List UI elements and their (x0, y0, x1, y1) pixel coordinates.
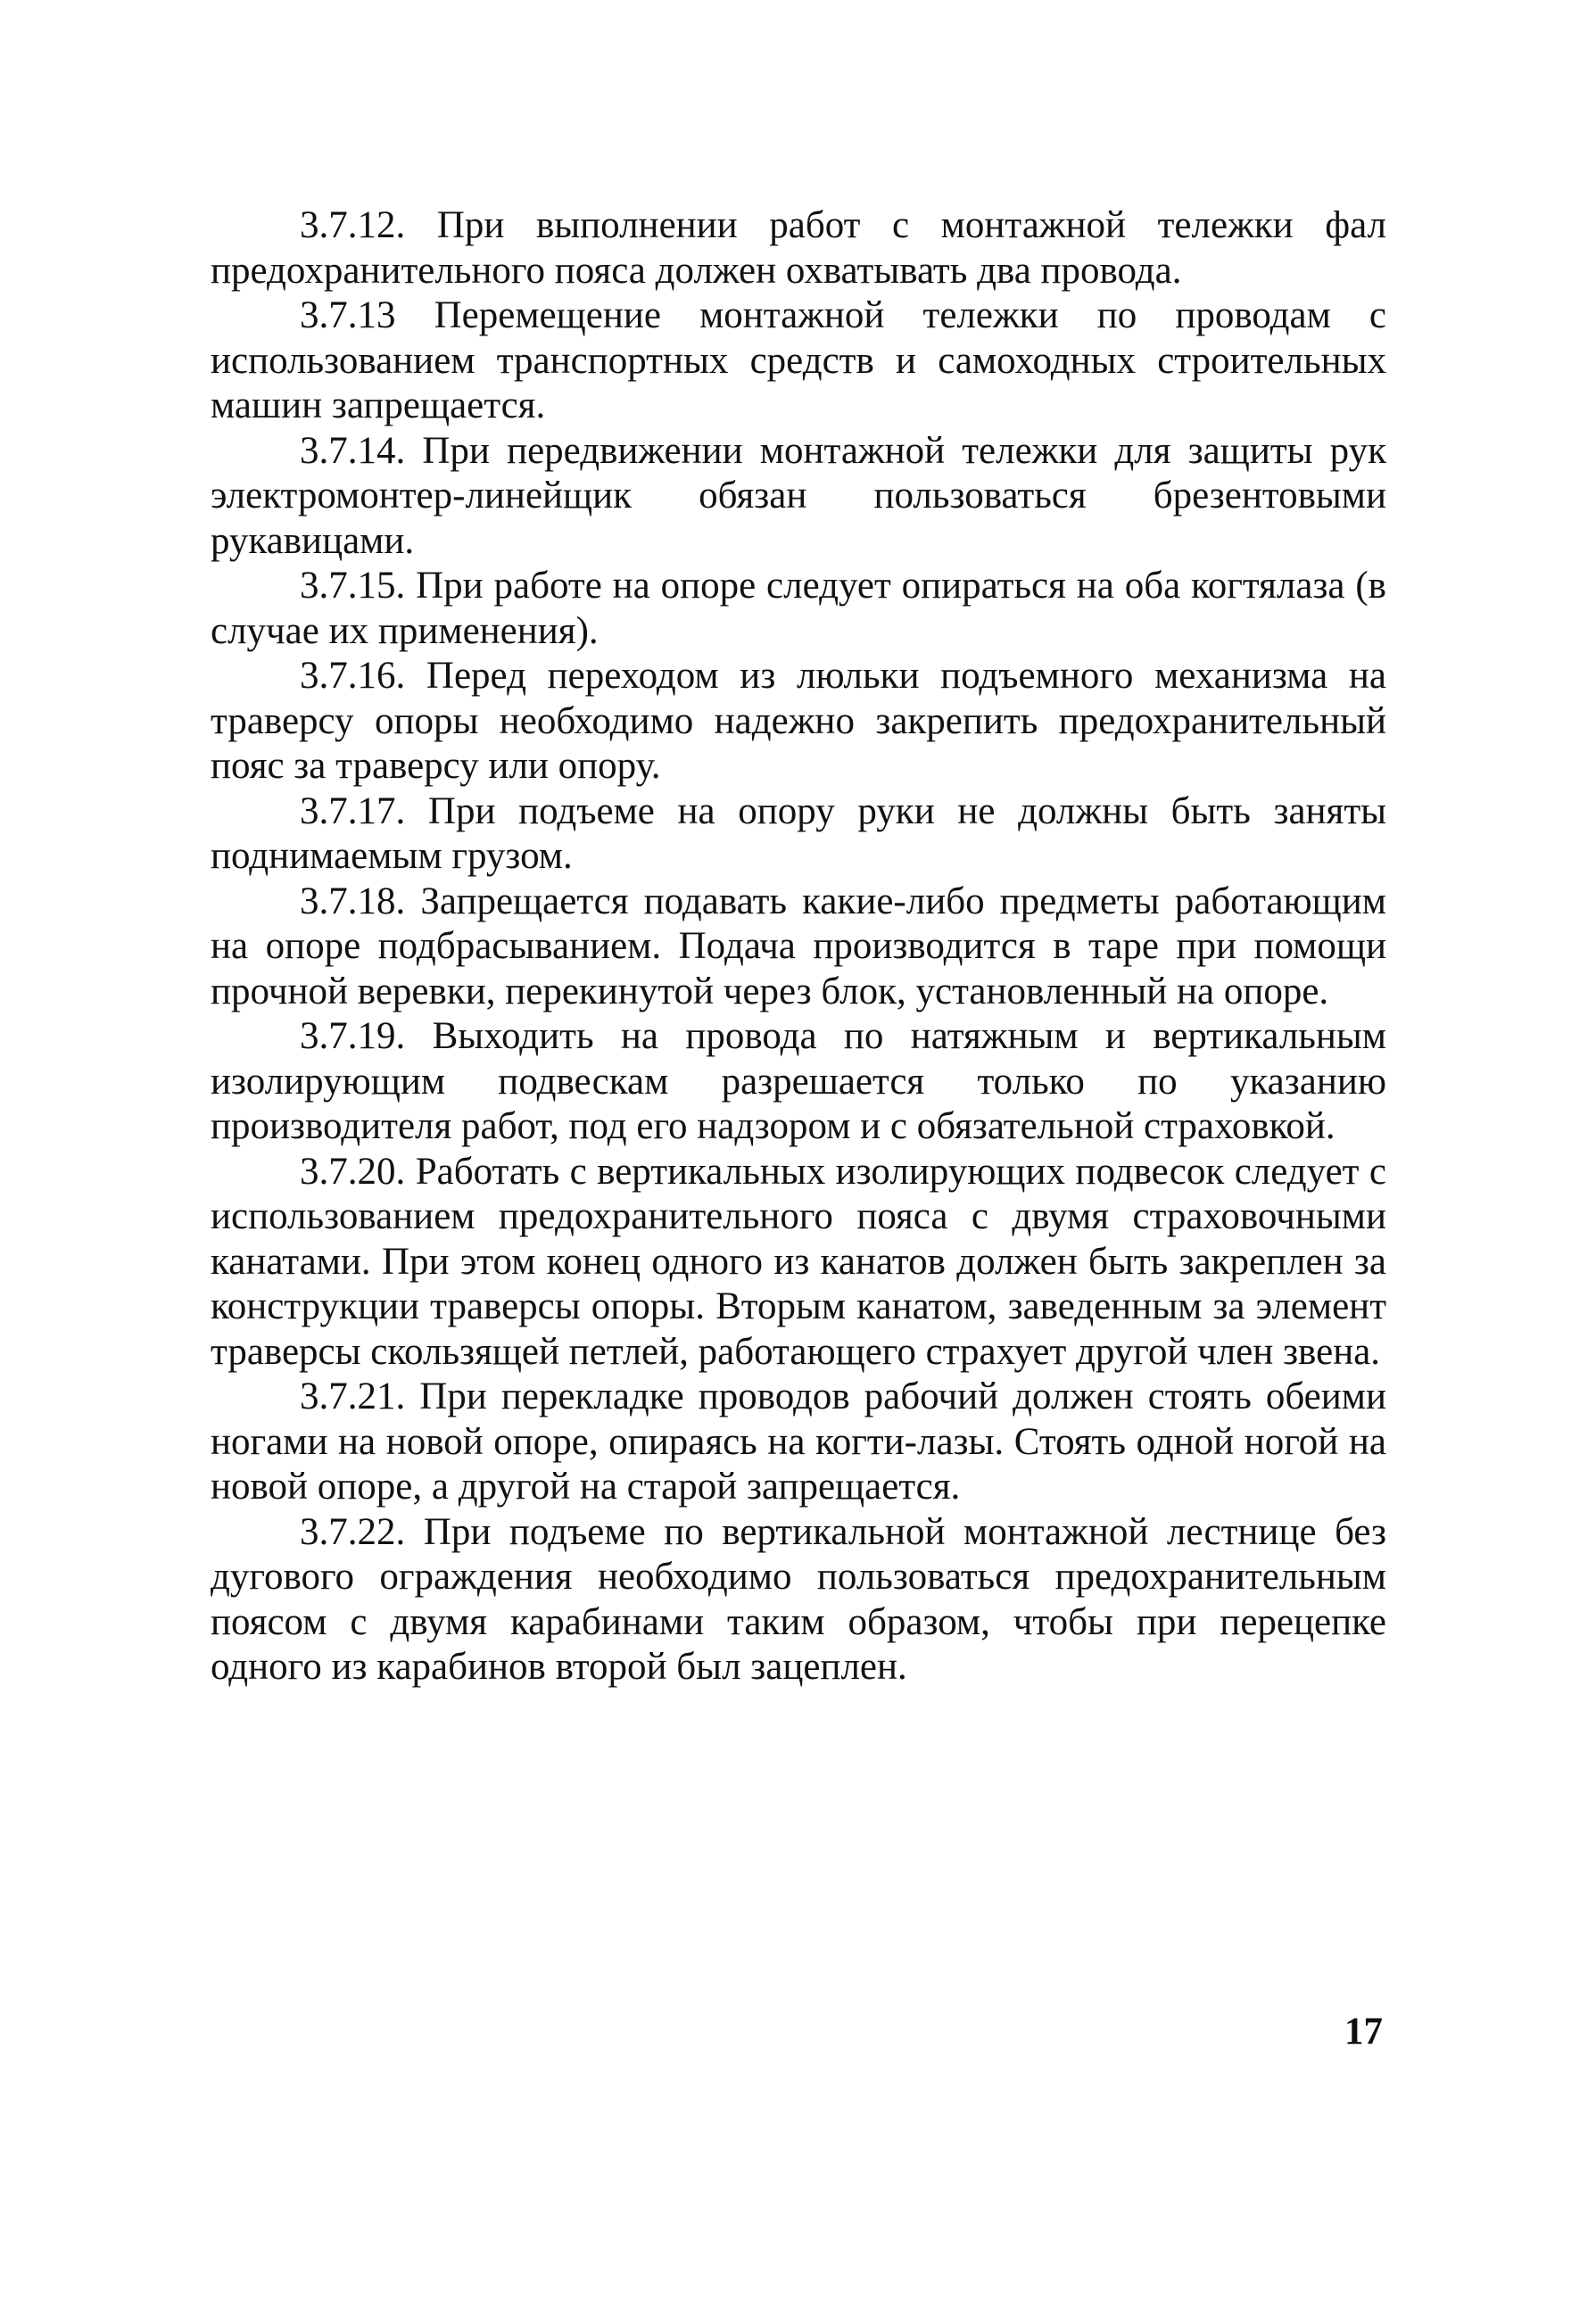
paragraph-3-7-14: 3.7.14. При передвижении монтажной тележки для защиты рук электромонтер-линейщик обязан пользоваться брезентовыми рукавицами. (211, 429, 1386, 562)
paragraph-3-7-17: 3.7.17. При подъеме на опору руки не должны быть заняты поднимаемым грузом. (211, 789, 1386, 877)
page-number: 17 (1344, 2011, 1383, 2053)
paragraph-3-7-20: 3.7.20. Работать с вертикальных изолирующих подвесок следует с использованием предохранительного пояса с двумя страховочными канатами. При этом конец одного из канатов должен быть закреплен за конструкции траверсы опоры. Вторым канатом, заведенным за элемент траверсы скользящей петлей, работающего страхует другой член звена. (211, 1150, 1386, 1373)
paragraph-3-7-13: 3.7.13 Перемещение монтажной тележки по проводам с использованием транспортных средств и самоходных строительных машин запрещается. (211, 294, 1386, 426)
paragraph-3-7-12: 3.7.12. При выполнении работ с монтажной тележки фал предохранительного пояса должен охватывать два провода. (211, 204, 1386, 292)
paragraph-3-7-16: 3.7.16. Перед переходом из люльки подъемного механизма на траверсу опоры необходимо надежно закрепить предохранительный пояс за траверсу или опору. (211, 655, 1386, 787)
body-text (211, 203, 1386, 1690)
paragraph-3-7-15: 3.7.15. При работе на опоре следует опираться на оба когтялаза (в случае их применения). (211, 565, 1386, 652)
paragraph-3-7-22: 3.7.22. При подъеме по вертикальной монтажной лестнице без дугового ограждения необходимо пользоваться предохранительным поясом с двумя карабинами таким образом, чтобы при перецепке одного из карабинов второй был зацеплен. (211, 1510, 1386, 1688)
paragraph-3-7-21: 3.7.21. При перекладке проводов рабочий должен стоять обеими ногами на новой опоре, опираясь на когти-лазы. Стоять одной ногой на новой опоре, а другой на старой запрещается. (211, 1376, 1386, 1508)
paragraph-3-7-19: 3.7.19. Выходить на провода по натяжным и вертикальным изолирующим подвескам разрешается только по указанию производителя работ, под его надзором и с обязательной страховкой. (211, 1015, 1386, 1147)
paragraph-3-7-18: 3.7.18. Запрещается подавать какие-либо предметы работающим на опоре подбрасыванием. Подача производится в таре при помощи прочной веревки, перекинутой через блок, установленный на опоре. (211, 880, 1386, 1012)
